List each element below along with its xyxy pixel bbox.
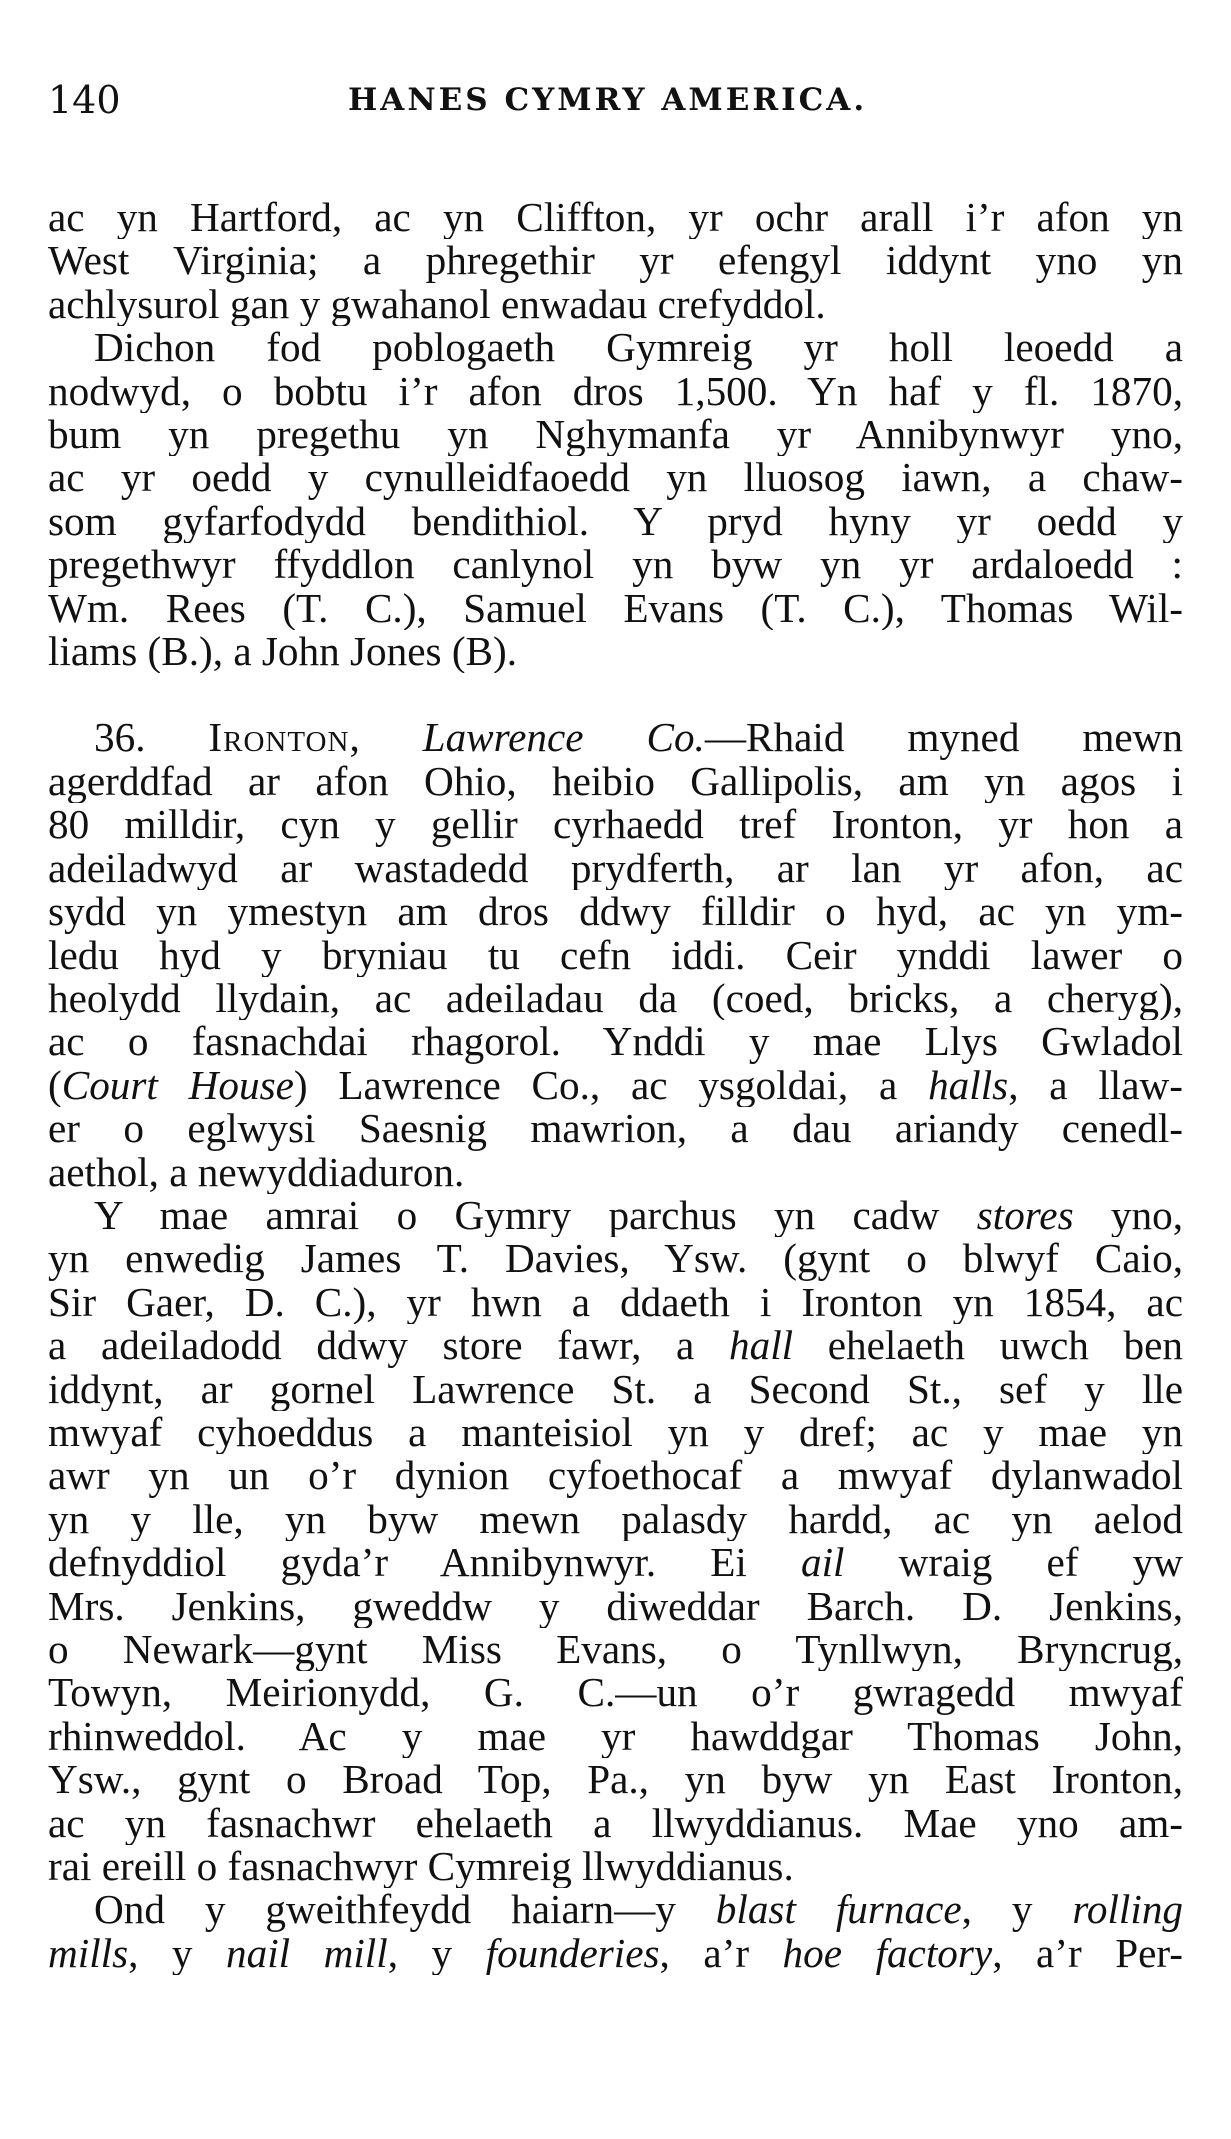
text-line: yn y lle, yn byw mewn palasdy hardd, ac yn aelod: [48, 1497, 1183, 1542]
text-line: liams (B.), a John Jones (B).: [48, 630, 518, 674]
text-line: ledu hyd y bryniau tu cefn iddi. Ceir ynddi lawer o: [48, 933, 1183, 977]
paragraph-ironton: [48, 716, 1183, 1193]
text-line: o Newark—gynt Miss Evans, o Tynllwyn, Bryncrug,: [48, 1628, 1183, 1672]
text-line: ac yn fasnachwr ehelaeth a llwyddianus. Mae yno am-: [48, 1801, 1183, 1846]
text-line: Ysw., gynt o Broad Top, Pa., yn byw yn East Ironton,: [48, 1758, 1183, 1802]
text-line: yn enwedig James T. Davies, Ysw. (gynt o blwyf Caio,: [48, 1237, 1183, 1281]
page-number: 140: [48, 78, 121, 122]
text-line: mills, y nail mill, y founderies, a’r hoe factory, a’r Per-: [48, 1931, 1183, 1976]
text-line: Dichon fod poblogaeth Gymreig yr holl leoedd a: [94, 326, 1183, 370]
text-line: achlysurol gan y gwahanol enwadau crefyddol.: [48, 282, 826, 327]
text-line: ac o fasnachdai rhagorol. Ynddi y mae Llys Gwladol: [48, 1020, 1183, 1064]
paragraph-hartford: [48, 196, 1183, 326]
text-line: er o eglwysi Saesnig mawrion, a dau ariandy cenedl-: [48, 1107, 1183, 1151]
text-line: a adeiladodd ddwy store fawr, a hall ehelaeth uwch ben: [48, 1324, 1183, 1368]
text-line: adeiladwyd ar wastadedd prydferth, ar lan yr afon, ac: [48, 846, 1183, 891]
text-line: Towyn, Meirionydd, G. C.—un o’r gwragedd mwyaf: [48, 1671, 1183, 1715]
text-line: Sir Gaer, D. C.), yr hwn a ddaeth i Ironton yn 1854, ac: [48, 1280, 1183, 1325]
text-line: agerddfad ar afon Ohio, heibio Gallipolis, am yn agos i: [48, 759, 1183, 804]
text-line: bum yn pregethu yn Nghymanfa yr Annibynwyr yno,: [48, 413, 1183, 457]
text-line: Mrs. Jenkins, gweddw y diweddar Barch. D. Jenkins,: [48, 1584, 1183, 1628]
text-line: som gyfarfodydd bendithiol. Y pryd hyny yr oedd y: [48, 499, 1183, 544]
text-line: ac yr oedd y cynulleidfaoedd yn lluosog iawn, a chaw-: [48, 456, 1183, 500]
text-line: rai ereill o fasnachwyr Cymreig llwyddianus.: [48, 1845, 794, 1889]
section-heading-line: 36. Ironton, Lawrence Co.—Rhaid myned mewn: [94, 716, 1183, 760]
section-gap: [48, 673, 1183, 716]
text-line: rhinweddol. Ac y mae yr hawddgar Thomas John,: [48, 1714, 1183, 1759]
text-line: sydd yn ymestyn am dros ddwy filldir o hyd, ac yn ym-: [48, 890, 1183, 934]
text-line: Wm. Rees (T. C.), Samuel Evans (T. C.), Thomas Wil-: [48, 586, 1183, 631]
text-line: 80 milldir, cyn y gellir cyrhaedd tref Ironton, yr hon a: [48, 803, 1183, 847]
text-line: Ond y gweithfeydd haiarn—y blast furnace, y rolling: [94, 1888, 1183, 1932]
running-title: HANES CYMRY AMERICA.: [348, 82, 868, 118]
text-line: ac yn Hartford, ac yn Cliffton, yr ochr arall i’r afon yn: [48, 196, 1183, 240]
text-line: iddynt, ar gornel Lawrence St. a Second St., sef y lle: [48, 1367, 1183, 1411]
paragraph-population: [48, 326, 1183, 673]
text-line: mwyaf cyhoeddus a manteisiol yn y dref; ac y mae yn: [48, 1410, 1183, 1455]
text-line: aethol, a newyddiaduron.: [48, 1150, 465, 1194]
text-line: (Court House) Lawrence Co., ac ysgoldai, a halls, a llaw-: [48, 1063, 1183, 1108]
text-line: heolydd llydain, ac adeiladau da (coed, bricks, a cheryg),: [48, 976, 1183, 1021]
text-line: defnyddiol gyda’r Annibynwyr. Ei ail wraig ef yw: [48, 1541, 1183, 1585]
text-line: pregethwyr ffyddlon canlynol yn byw yn yr ardaloedd :: [48, 543, 1183, 587]
book-page: [48, 78, 1183, 1975]
text-line: West Virginia; a phregethir yr efengyl iddynt yno yn: [48, 239, 1183, 283]
text-line: awr yn un o’r dynion cyfoethocaf a mwyaf dylanwadol: [48, 1454, 1183, 1498]
text-line: nodwyd, o bobtu i’r afon dros 1,500. Yn haf y fl. 1870,: [48, 369, 1183, 414]
paragraph-stores: [48, 1194, 1183, 1889]
text-line: Y mae amrai o Gymry parchus yn cadw stores yno,: [94, 1193, 1183, 1238]
paragraph-ironworks: [48, 1888, 1183, 1975]
page-header: [48, 78, 1183, 138]
